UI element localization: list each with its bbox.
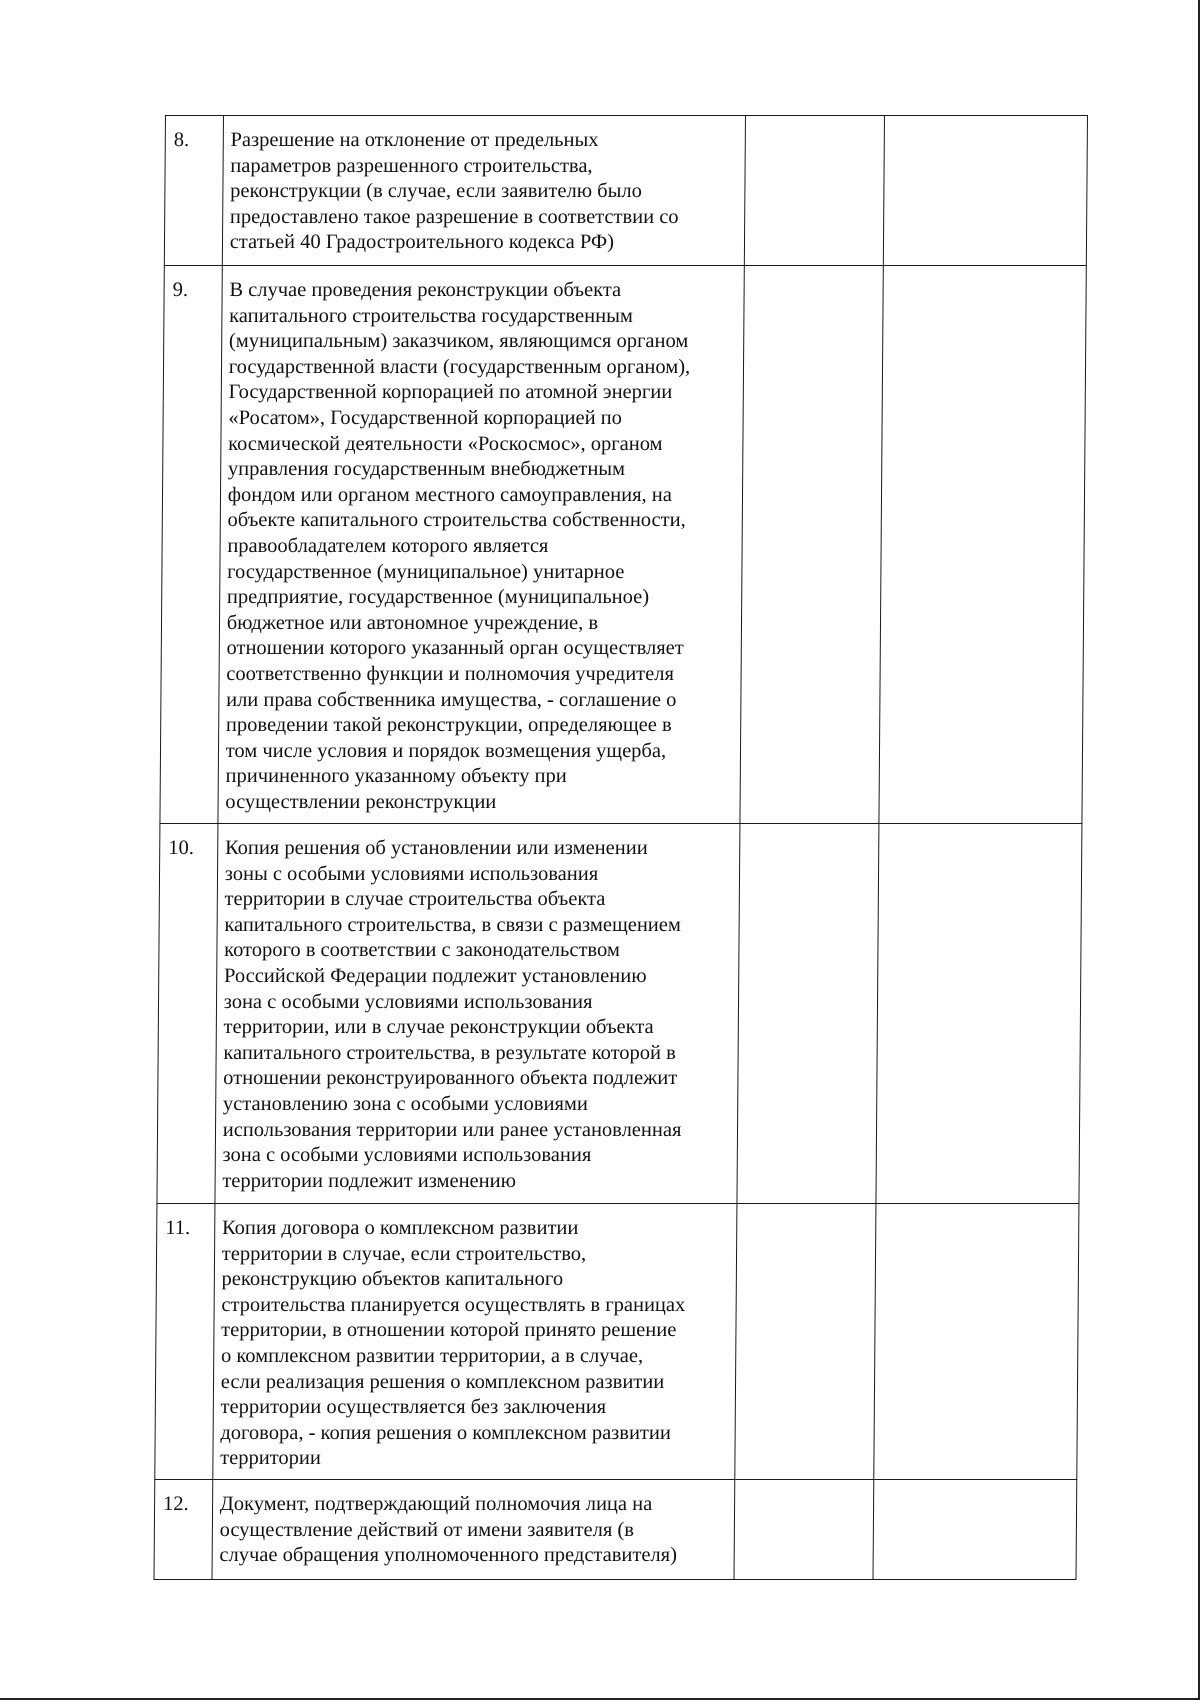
description-line: «Росатом», Государственной корпорацией по: [228, 406, 623, 429]
empty-cell-a: [734, 1204, 876, 1480]
row-description: [215, 824, 740, 1204]
description-line: зона с особыми условиями использования: [222, 1144, 592, 1167]
description-line: территории подлежит изменению: [222, 1169, 517, 1192]
row-number: 8.: [164, 116, 223, 266]
description-line: или права собственника имущества, - соглашение о: [226, 688, 677, 711]
description-line: космической деятельности «Роскосмос», органом: [228, 432, 663, 455]
description-line: Разрешение на отклонение от предельных: [230, 129, 599, 151]
empty-cell-a: [739, 266, 883, 824]
row-number: 9.: [160, 266, 222, 824]
description-line: бюджетное или автономное учреждение, в: [226, 611, 599, 634]
row-description: [222, 116, 745, 266]
description-line: государственной власти (государственным органом),: [228, 355, 691, 378]
description-line: Российской Федерации подлежит установлению: [223, 964, 647, 987]
description-line: отношении реконструированного объекта подлежит: [223, 1067, 678, 1090]
description-line: управления государственным внебюджетным: [227, 458, 626, 481]
description-line: капитального строительства, в результате которой в: [223, 1041, 676, 1064]
description-line: территории, или в случае реконструкции объекта: [223, 1016, 654, 1039]
description-line: территории в случае, если строительство,: [221, 1242, 587, 1265]
row-description: [213, 1204, 737, 1480]
description-line: капитального строительства, в связи с размещением: [224, 913, 681, 936]
table-row: [154, 1480, 1077, 1580]
description-line: Государственной корпорацией по атомной энергии: [228, 381, 673, 404]
description-line: которого в соответствии с законодательством: [224, 939, 620, 962]
documents-table: [153, 115, 1088, 1580]
description-line: если реализация решения о комплексном развитии: [220, 1370, 665, 1393]
empty-cell-b: [873, 1480, 1076, 1580]
row-number: 11.: [155, 1204, 215, 1480]
empty-cell-b: [884, 116, 1088, 266]
description-line: фондом или органом местного самоуправления, на: [227, 483, 673, 506]
description-line: территории, в отношении которой принято решение: [221, 1319, 677, 1342]
description-line: территории: [220, 1447, 321, 1470]
description-line: государственное (муниципальное) унитарное: [227, 560, 625, 583]
description-line: зона с особыми условиями использования: [223, 990, 593, 1013]
description-line: предприятие, государственное (муниципальное): [226, 586, 650, 609]
description-line: том числе условия и порядок возмещения ущерба,: [225, 739, 667, 762]
description-line: Копия решения об установлении или изменении: [224, 837, 648, 859]
table-row: [160, 266, 1086, 824]
empty-cell-a: [744, 116, 885, 266]
description-line: отношении которого указанный орган осуществляет: [226, 637, 684, 660]
description-line: капитального строительства государственным: [229, 304, 633, 327]
empty-cell-a: [734, 1480, 875, 1580]
description-line: осуществлении реконструкции: [225, 790, 497, 813]
description-line: параметров разрешенного строительства,: [230, 154, 593, 177]
table-row: [155, 1204, 1079, 1480]
description-line: предоставлено такое разрешение в соответствии со: [229, 205, 679, 228]
description-line: строительства планируется осуществлять в границах: [221, 1293, 686, 1316]
description-line: объекте капитального строительства собственности,: [227, 509, 686, 532]
description-line: территории в случае строительства объекта: [224, 888, 606, 911]
empty-cell-b: [876, 824, 1082, 1204]
empty-cell-a: [736, 824, 879, 1204]
description-line: случае обращения уполномоченного представителя): [219, 1544, 678, 1567]
description-line: осуществление действий от имени заявителя (в: [219, 1518, 635, 1541]
row-number: 10.: [157, 824, 218, 1204]
empty-cell-b: [874, 1204, 1079, 1480]
description-line: Документ, подтверждающий полномочия лица на: [219, 1493, 653, 1515]
description-line: (муниципальным) заказчиком, являющимся органом: [228, 330, 689, 353]
description-line: причиненного указанному объекту при: [225, 765, 567, 788]
description-line: правообладателем которого является: [227, 534, 549, 557]
description-line: Копия договора о комплексном развитии: [221, 1217, 579, 1239]
description-line: статьей 40 Градостроительного кодекса РФ): [229, 231, 615, 254]
description-line: установлению зона с особыми условиями: [222, 1092, 588, 1115]
empty-cell-b: [879, 266, 1086, 824]
description-line: проведении такой реконструкции, определяющее в: [225, 714, 672, 737]
table-row: [164, 116, 1087, 266]
documents-table-body: [154, 116, 1087, 1580]
description-line: использования территории или ранее установленная: [222, 1118, 682, 1141]
row-description: [212, 1480, 735, 1580]
row-description: [218, 266, 744, 824]
description-line: о комплексном развитии территории, а в случае,: [220, 1344, 644, 1367]
description-line: договора, - копия решения о комплексном развитии: [220, 1421, 671, 1444]
description-line: реконструкции (в случае, если заявителю было: [230, 180, 642, 203]
description-line: реконструкцию объектов капитального: [221, 1268, 564, 1291]
description-line: соответственно функции и полномочия учредителя: [226, 662, 675, 685]
row-number: 12.: [154, 1480, 213, 1580]
table-row: [157, 824, 1082, 1204]
description-line: зоны с особыми условиями использования: [224, 862, 599, 885]
description-line: территории осуществляется без заключения: [220, 1396, 607, 1419]
description-line: В случае проведения реконструкции объекта: [229, 279, 622, 301]
